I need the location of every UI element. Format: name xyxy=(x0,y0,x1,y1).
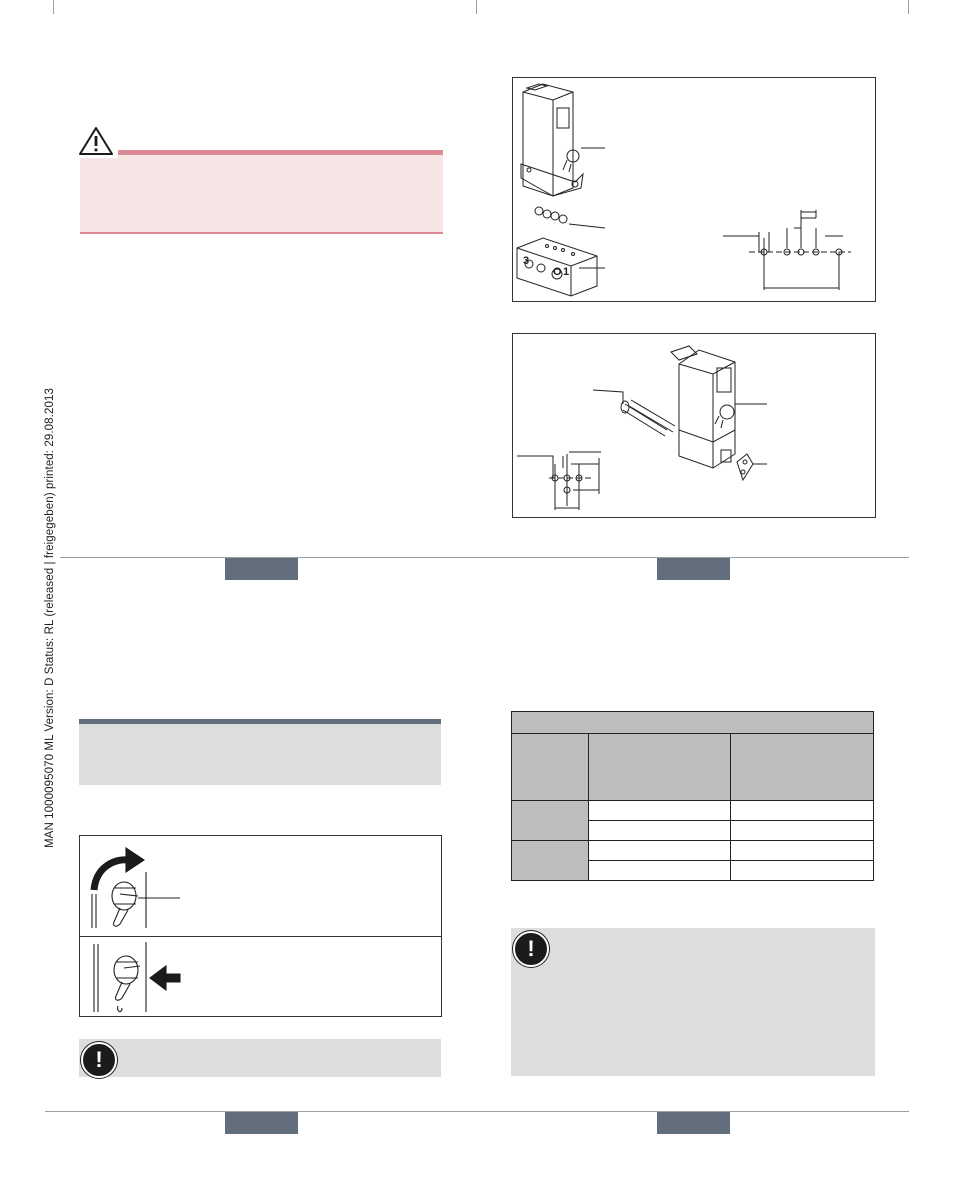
warning-box xyxy=(80,150,443,234)
page-tab-left-middle xyxy=(225,558,298,580)
table-row-label-2 xyxy=(512,841,589,881)
port-label-3: 3 xyxy=(523,255,530,267)
crop-mark-center-top xyxy=(476,0,477,14)
table-header-cell-2 xyxy=(589,734,731,801)
table-header-cell-1 xyxy=(512,734,589,801)
table-cell xyxy=(731,861,874,881)
table-title-cell xyxy=(512,712,874,734)
figure-screw-mounting xyxy=(512,333,876,518)
page-tab-right-bottom xyxy=(657,1112,730,1134)
table-row-label-1 xyxy=(512,801,589,841)
table-cell xyxy=(589,801,731,821)
table-cell xyxy=(589,821,731,841)
port-label-0: O xyxy=(553,266,562,278)
table-header-cell-3 xyxy=(731,734,874,801)
subbase-mounting-drawing xyxy=(513,78,875,301)
figure-manual-override xyxy=(79,835,442,1017)
section-info-box xyxy=(79,724,441,785)
page-separator-bottom xyxy=(45,1111,909,1112)
document-info-sidebar: MAN 1000095070 ML Version: D Status: RL (released | freigegeben) printed: 29.08.2013 xyxy=(44,388,56,848)
exclamation-icon: ! xyxy=(81,1042,117,1078)
exclamation-icon: ! xyxy=(513,931,549,967)
table-cell xyxy=(589,841,731,861)
page-separator-middle xyxy=(60,557,909,558)
figure-subbase-mounting xyxy=(512,77,876,302)
port-label-1: 1 xyxy=(563,266,570,278)
page-tab-left-bottom xyxy=(225,1112,298,1134)
manual-override-drawing xyxy=(80,836,441,1016)
table-cell xyxy=(731,801,874,821)
warning-triangle-icon xyxy=(78,126,114,156)
spec-table xyxy=(511,711,874,881)
notice-box-right xyxy=(511,928,875,1076)
crop-mark-left-top xyxy=(53,0,54,14)
notice-box-left xyxy=(79,1039,441,1077)
table-cell xyxy=(731,841,874,861)
page-tab-right-middle xyxy=(657,558,730,580)
table-cell xyxy=(589,861,731,881)
table-cell xyxy=(731,821,874,841)
screw-mounting-drawing xyxy=(513,334,875,517)
crop-mark-right-top xyxy=(908,0,909,14)
